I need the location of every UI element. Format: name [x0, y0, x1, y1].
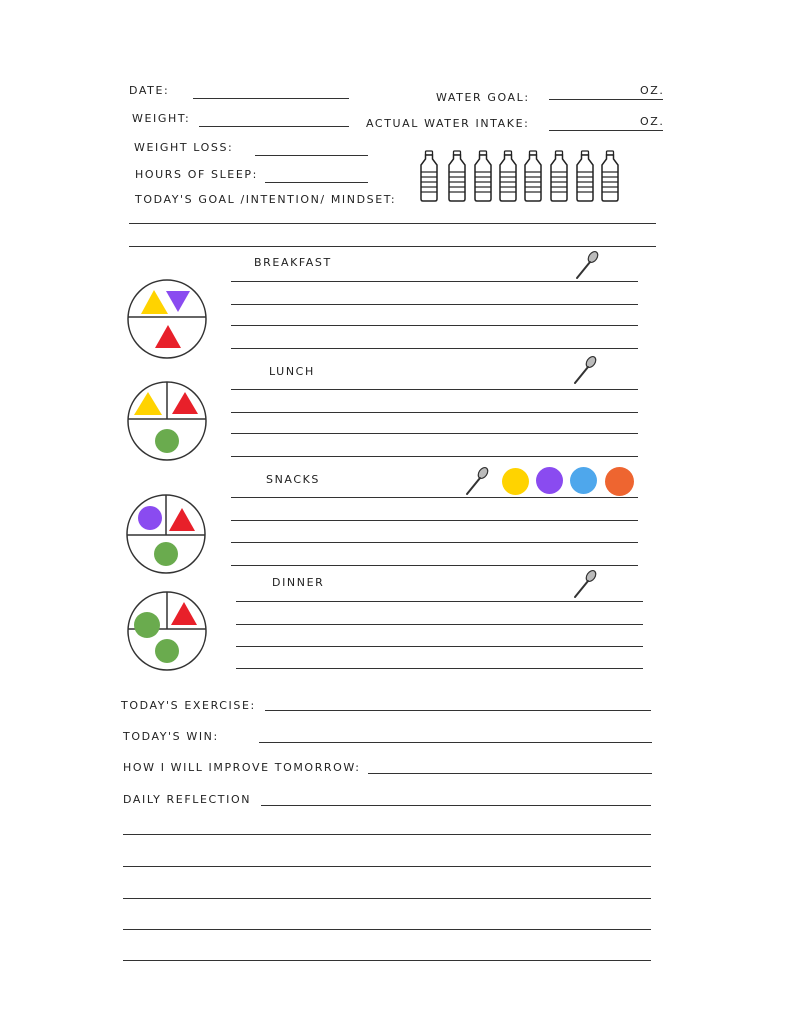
spoon-icon [572, 355, 598, 385]
reflection-label: DAILY REFLECTION [123, 793, 252, 806]
win-field[interactable] [259, 742, 652, 743]
improve-field[interactable] [368, 773, 652, 774]
reflection-field[interactable] [261, 805, 651, 806]
date-field[interactable] [193, 98, 349, 99]
water-bottle-icon[interactable] [419, 150, 439, 202]
snacks-line[interactable] [231, 565, 638, 566]
water-bottle-icon[interactable] [549, 150, 569, 202]
weight-loss-field[interactable] [255, 155, 368, 156]
purple-circle-icon [536, 467, 563, 494]
water-bottle-icon[interactable] [523, 150, 543, 202]
breakfast-line[interactable] [231, 304, 638, 305]
goal-label: TODAY'S GOAL /INTENTION/ MINDSET: [135, 193, 397, 206]
dinner-line[interactable] [236, 624, 643, 625]
reflection-line[interactable] [123, 834, 651, 835]
breakfast-line[interactable] [231, 348, 638, 349]
weight-field[interactable] [199, 126, 349, 127]
water-goal-field[interactable] [549, 99, 663, 100]
exercise-field[interactable] [265, 710, 651, 711]
spoon-icon [572, 569, 598, 599]
sleep-field[interactable] [265, 182, 368, 183]
reflection-line[interactable] [123, 898, 651, 899]
dinner-line[interactable] [236, 646, 643, 647]
water-bottle-icon[interactable] [447, 150, 467, 202]
lunch-line[interactable] [231, 412, 638, 413]
plate-dinner-icon [127, 591, 207, 671]
spoon-icon [464, 466, 490, 496]
water-bottle-icon[interactable] [473, 150, 493, 202]
goal-line-2[interactable] [129, 246, 656, 247]
plate-snacks-icon [126, 494, 206, 574]
water-bottle-icon[interactable] [600, 150, 620, 202]
win-label: TODAY'S WIN: [123, 730, 219, 743]
dinner-line[interactable] [236, 601, 643, 602]
lunch-line[interactable] [231, 389, 638, 390]
water-intake-unit: OZ. [640, 115, 665, 128]
water-intake-label: ACTUAL WATER INTAKE: [366, 117, 530, 130]
lunch-line[interactable] [231, 456, 638, 457]
weight-loss-label: WEIGHT LOSS: [134, 141, 234, 154]
date-label: DATE: [129, 84, 170, 97]
orange-circle-icon [605, 467, 634, 496]
improve-label: HOW I WILL IMPROVE TOMORROW: [123, 761, 361, 774]
snacks-line[interactable] [231, 497, 638, 498]
breakfast-label: BREAKFAST [254, 256, 332, 269]
reflection-line[interactable] [123, 929, 651, 930]
snacks-line[interactable] [231, 520, 638, 521]
goal-line-1[interactable] [129, 223, 656, 224]
spoon-icon [574, 250, 600, 280]
snacks-line[interactable] [231, 542, 638, 543]
breakfast-line[interactable] [231, 281, 638, 282]
blue-circle-icon [570, 467, 597, 494]
water-bottle-icon[interactable] [575, 150, 595, 202]
breakfast-line[interactable] [231, 325, 638, 326]
dinner-label: DINNER [272, 576, 325, 589]
water-goal-unit: OZ. [640, 84, 665, 97]
water-intake-field[interactable] [549, 130, 663, 131]
yellow-circle-icon [502, 468, 529, 495]
plate-lunch-icon [127, 381, 207, 461]
reflection-line[interactable] [123, 960, 651, 961]
water-goal-label: WATER GOAL: [436, 91, 530, 104]
dinner-line[interactable] [236, 668, 643, 669]
reflection-line[interactable] [123, 866, 651, 867]
snacks-label: SNACKS [266, 473, 321, 486]
lunch-label: LUNCH [269, 365, 315, 378]
weight-label: WEIGHT: [132, 112, 191, 125]
exercise-label: TODAY'S EXERCISE: [121, 699, 256, 712]
plate-breakfast-icon [127, 279, 207, 359]
sleep-label: HOURS OF SLEEP: [135, 168, 258, 181]
lunch-line[interactable] [231, 433, 638, 434]
water-bottle-icon[interactable] [498, 150, 518, 202]
